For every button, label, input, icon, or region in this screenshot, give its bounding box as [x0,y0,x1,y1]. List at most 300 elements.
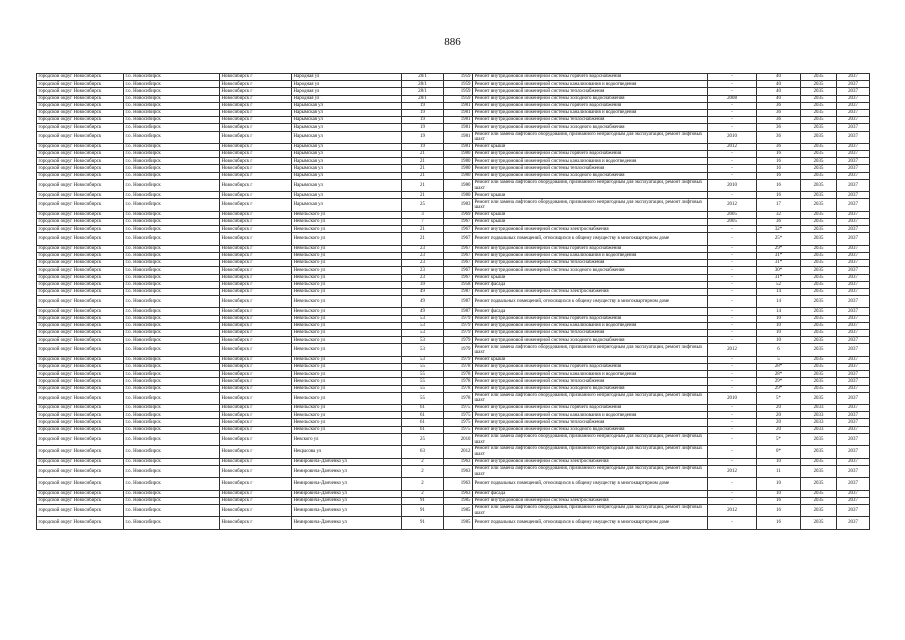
last-repair-cell: - [708,458,757,465]
work-type-cell: Ремонт внутридомовой инженерной системы канализования и водоотведения [473,81,708,88]
table-row [37,199,870,211]
wear-percent-cell: 16 [757,517,801,529]
plan-start-cell: 2035 [801,296,837,308]
plan-end-cell: 2037 [837,151,870,158]
year-built-cell: 1979 [444,322,473,329]
year-built-cell: 1985 [444,517,473,529]
year-built-cell: 1979 [444,344,473,356]
work-type-cell: Ремонт крыши [473,211,708,218]
table-row [37,344,870,356]
table-row [37,288,870,295]
plan-end-cell: 2037 [837,344,870,356]
table-row [37,131,870,143]
plan-start-cell: 2035 [801,288,837,295]
plan-end-cell: 2037 [837,233,870,245]
municipality-cell: городской округ Новосибирск [37,497,124,504]
plan-end-cell: 2037 [837,419,870,426]
municipality-cell: городской округ Новосибирск [37,315,124,322]
municipality-cell: городской округ Новосибирск [37,478,124,490]
district-cell: г.о. Новосибирск [124,179,220,191]
street-cell: Нарымская ул [292,124,402,131]
municipality-cell: городской округ Новосибирск [37,504,124,516]
last-repair-cell: - [708,363,757,370]
plan-end-cell: 2037 [837,267,870,274]
district-cell: г.о. Новосибирск [124,88,220,95]
work-type-cell: Ремонт крыши [473,274,708,281]
street-cell: Немировича-Данченко ул [292,458,402,465]
plan-start-cell: 2035 [801,211,837,218]
plan-end-cell: 2037 [837,426,870,433]
plan-start-cell: 2035 [801,124,837,131]
wear-percent-cell: 36 [757,124,801,131]
municipality-cell: городской округ Новосибирск [37,165,124,172]
house-cell: 28/1 [402,74,444,81]
plan-end-cell: 2037 [837,378,870,385]
last-repair-cell: - [708,478,757,490]
district-cell: г.о. Новосибирск [124,199,220,211]
city-cell: Новосибирск г [220,322,292,329]
year-built-cell: 1981 [444,102,473,109]
house-cell: 61 [402,419,444,426]
plan-end-cell: 2037 [837,337,870,344]
street-cell: Нарымская ул [292,131,402,143]
district-cell: г.о. Новосибирск [124,497,220,504]
municipality-cell: городской округ Новосибирск [37,378,124,385]
street-cell: Невельского ул [292,274,402,281]
last-repair-cell: - [708,165,757,172]
municipality-cell: городской округ Новосибирск [37,337,124,344]
year-built-cell: 1967 [444,245,473,252]
table-row [37,371,870,378]
table-row [37,267,870,274]
street-cell: Невельского ул [292,288,402,295]
plan-start-cell: 2035 [801,392,837,404]
last-repair-cell: - [708,419,757,426]
district-cell: г.о. Новосибирск [124,446,220,458]
table-row [37,337,870,344]
plan-end-cell: 2037 [837,260,870,267]
work-type-cell: Ремонт внутридомовой инженерной системы горячего водоснабжения [473,363,708,370]
work-type-cell: Ремонт внутридомовой инженерной системы канализования и водоотведения [473,252,708,259]
house-cell: 19 [402,117,444,124]
year-built-cell: 1987 [444,288,473,295]
house-cell: 49 [402,308,444,315]
year-built-cell: 1975 [444,405,473,412]
table-row [37,356,870,363]
plan-start-cell: 2035 [801,102,837,109]
municipality-cell: городской округ Новосибирск [37,412,124,419]
street-cell: Народная ул [292,81,402,88]
city-cell: Новосибирск г [220,245,292,252]
district-cell: г.о. Новосибирск [124,74,220,81]
city-cell: Новосибирск г [220,458,292,465]
plan-end-cell: 2037 [837,322,870,329]
house-cell: 28/1 [402,88,444,95]
last-repair-cell: - [708,296,757,308]
work-type-cell: Ремонт или замена лифтового оборудования, признанного непригодным для эксплуатации, ремонт лифтовых шахт [473,465,708,477]
house-cell: 55 [402,363,444,370]
house-cell: 23 [402,274,444,281]
table-row [37,88,870,95]
house-cell: 23 [402,252,444,259]
street-cell: Невельского ул [292,308,402,315]
work-type-cell: Ремонт внутридомовой инженерной системы горячего водоснабжения [473,102,708,109]
year-built-cell: 1963 [444,490,473,497]
plan-end-cell: 2037 [837,371,870,378]
work-type-cell: Ремонт внутридомовой инженерной системы теплоснабжения [473,330,708,337]
plan-end-cell: 2037 [837,199,870,211]
street-cell: Невельского ул [292,211,402,218]
house-cell: 28/1 [402,95,444,102]
municipality-cell: городской округ Новосибирск [37,252,124,259]
city-cell: Новосибирск г [220,296,292,308]
year-built-cell: 1980 [444,172,473,179]
city-cell: Новосибирск г [220,172,292,179]
wear-percent-cell: 10 [757,330,801,337]
wear-percent-cell: 29* [757,385,801,392]
municipality-cell: городской округ Новосибирск [37,405,124,412]
street-cell: Немировича-Данченко ул [292,497,402,504]
municipality-cell: городской округ Новосибирск [37,151,124,158]
street-cell: Нарымская ул [292,117,402,124]
wear-percent-cell: 10 [757,478,801,490]
year-built-cell: 1959 [444,95,473,102]
municipality-cell: городской округ Новосибирск [37,74,124,81]
table-row [37,218,870,225]
work-type-cell: Ремонт подвальных помещений, относящихся к общему имуществу в многоквартирном доме [473,478,708,490]
municipality-cell: городской округ Новосибирск [37,260,124,267]
municipality-cell: городской округ Новосибирск [37,296,124,308]
city-cell: Новосибирск г [220,102,292,109]
city-cell: Новосибирск г [220,95,292,102]
plan-end-cell: 2037 [837,172,870,179]
plan-end-cell: 2037 [837,446,870,458]
plan-end-cell: 2037 [837,252,870,259]
work-type-cell: Ремонт внутридомовой инженерной системы канализования и водоотведения [473,371,708,378]
last-repair-cell: 2005 [708,218,757,225]
work-type-cell: Ремонт внутридомовой инженерной системы холодного водоснабжения [473,385,708,392]
city-cell: Новосибирск г [220,267,292,274]
last-repair-cell: - [708,81,757,88]
city-cell: Новосибирск г [220,165,292,172]
last-repair-cell: - [708,308,757,315]
table-row [37,233,870,245]
district-cell: г.о. Новосибирск [124,330,220,337]
table-row [37,143,870,150]
wear-percent-cell: 52 [757,281,801,288]
house-cell: 21 [402,158,444,165]
house-cell: 39 [402,281,444,288]
city-cell: Новосибирск г [220,344,292,356]
city-cell: Новосибирск г [220,504,292,516]
municipality-cell: городской округ Новосибирск [37,433,124,445]
plan-start-cell: 2033 [801,405,837,412]
year-built-cell: 1981 [444,117,473,124]
street-cell: Невельского ул [292,405,402,412]
house-cell: 23 [402,245,444,252]
plan-end-cell: 2037 [837,517,870,529]
plan-end-cell: 2037 [837,192,870,199]
city-cell: Новосибирск г [220,124,292,131]
plan-start-cell: 2035 [801,363,837,370]
year-built-cell: 1980 [444,151,473,158]
last-repair-cell: - [708,490,757,497]
plan-end-cell: 2037 [837,281,870,288]
wear-percent-cell: 40 [757,95,801,102]
plan-end-cell: 2037 [837,165,870,172]
wear-percent-cell: 16 [757,497,801,504]
table-row [37,81,870,88]
city-cell: Новосибирск г [220,288,292,295]
plan-end-cell: 2037 [837,330,870,337]
city-cell: Новосибирск г [220,109,292,116]
work-type-cell: Ремонт внутридомовой инженерной системы электроснабжения [473,458,708,465]
municipality-cell: городской округ Новосибирск [37,102,124,109]
house-cell: 2 [402,465,444,477]
city-cell: Новосибирск г [220,260,292,267]
district-cell: г.о. Новосибирск [124,385,220,392]
municipality-cell: городской округ Новосибирск [37,419,124,426]
plan-end-cell: 2037 [837,74,870,81]
district-cell: г.о. Новосибирск [124,252,220,259]
work-type-cell: Ремонт внутридомовой инженерной системы теплоснабжения [473,88,708,95]
table-row [37,74,870,81]
city-cell: Новосибирск г [220,371,292,378]
district-cell: г.о. Новосибирск [124,95,220,102]
last-repair-cell: - [708,433,757,445]
wear-percent-cell: 29* [757,378,801,385]
house-cell: 91 [402,497,444,504]
district-cell: г.о. Новосибирск [124,165,220,172]
house-cell: 21 [402,151,444,158]
wear-percent-cell: 40 [757,74,801,81]
plan-end-cell: 2037 [837,356,870,363]
plan-end-cell: 2037 [837,433,870,445]
table-row [37,322,870,329]
wear-percent-cell: 31* [757,252,801,259]
wear-percent-cell: 20 [757,405,801,412]
plan-end-cell: 2037 [837,158,870,165]
work-type-cell: Ремонт подвальных помещений, относящихся к общему имуществу в многоквартирном доме [473,517,708,529]
plan-end-cell: 2037 [837,363,870,370]
last-repair-cell: - [708,88,757,95]
street-cell: Невельского ул [292,281,402,288]
district-cell: г.о. Новосибирск [124,233,220,245]
house-cell: 21 [402,172,444,179]
table-row [37,158,870,165]
wear-percent-cell: 16 [757,504,801,516]
district-cell: г.о. Новосибирск [124,517,220,529]
table-row [37,192,870,199]
last-repair-cell: 2005 [708,211,757,218]
plan-end-cell: 2037 [837,296,870,308]
plan-start-cell: 2035 [801,131,837,143]
work-type-cell: Ремонт или замена лифтового оборудования, признанного непригодным для эксплуатации, ремонт лифтовых шахт [473,344,708,356]
street-cell: Народная ул [292,88,402,95]
wear-percent-cell: 10 [757,315,801,322]
house-cell: 19 [402,124,444,131]
year-built-cell: 1963 [444,478,473,490]
last-repair-cell: - [708,158,757,165]
house-cell: 23 [402,267,444,274]
street-cell: Невельского ул [292,226,402,233]
city-cell: Новосибирск г [220,81,292,88]
district-cell: г.о. Новосибирск [124,192,220,199]
table-row [37,211,870,218]
year-built-cell: 1978 [444,385,473,392]
wear-percent-cell: 5* [757,392,801,404]
district-cell: г.о. Новосибирск [124,267,220,274]
house-cell: 53 [402,330,444,337]
table-row [37,296,870,308]
plan-start-cell: 2035 [801,226,837,233]
district-cell: г.о. Новосибирск [124,458,220,465]
work-type-cell: Ремонт внутридомовой инженерной системы электроснабжения [473,497,708,504]
district-cell: г.о. Новосибирск [124,124,220,131]
work-type-cell: Ремонт внутридомовой инженерной системы теплоснабжения [473,260,708,267]
year-built-cell: 1967 [444,260,473,267]
year-built-cell: 1967 [444,233,473,245]
work-type-cell: Ремонт или замена лифтового оборудования, признанного непригодным для эксплуатации, ремонт лифтовых шахт [473,131,708,143]
city-cell: Новосибирск г [220,378,292,385]
street-cell: Нарымская ул [292,199,402,211]
plan-end-cell: 2037 [837,226,870,233]
plan-start-cell: 2035 [801,245,837,252]
table-row [37,385,870,392]
house-cell: 55 [402,392,444,404]
city-cell: Новосибирск г [220,131,292,143]
wear-percent-cell: 36 [757,102,801,109]
street-cell: Немировича-Данченко ул [292,517,402,529]
city-cell: Новосибирск г [220,211,292,218]
last-repair-cell: - [708,124,757,131]
last-repair-cell: 2010 [708,131,757,143]
plan-end-cell: 2037 [837,315,870,322]
municipality-cell: городской округ Новосибирск [37,81,124,88]
plan-start-cell: 2035 [801,95,837,102]
wear-percent-cell: 14 [757,288,801,295]
year-built-cell: 1967 [444,226,473,233]
last-repair-cell: - [708,371,757,378]
wear-percent-cell: 36 [757,117,801,124]
city-cell: Новосибирск г [220,497,292,504]
year-built-cell: 1981 [444,143,473,150]
year-built-cell: 1978 [444,371,473,378]
last-repair-cell: - [708,151,757,158]
district-cell: г.о. Новосибирск [124,102,220,109]
table-row [37,419,870,426]
municipality-cell: городской округ Новосибирск [37,344,124,356]
municipality-cell: городской округ Новосибирск [37,179,124,191]
wear-percent-cell: 28* [757,371,801,378]
table-row [37,446,870,458]
district-cell: г.о. Новосибирск [124,158,220,165]
plan-end-cell: 2037 [837,179,870,191]
plan-end-cell: 2037 [837,288,870,295]
work-type-cell: Ремонт внутридомовой инженерной системы холодного водоснабжения [473,124,708,131]
street-cell: Нарымская ул [292,158,402,165]
work-type-cell: Ремонт внутридомовой инженерной системы канализования и водоотведения [473,158,708,165]
wear-percent-cell: 40 [757,81,801,88]
work-type-cell: Ремонт или замена лифтового оборудования, признанного непригодным для эксплуатации, ремонт лифтовых шахт [473,392,708,404]
plan-end-cell: 2037 [837,124,870,131]
city-cell: Новосибирск г [220,158,292,165]
house-cell: 23 [402,260,444,267]
last-repair-cell: 2008 [708,95,757,102]
plan-start-cell: 2035 [801,517,837,529]
district-cell: г.о. Новосибирск [124,296,220,308]
house-cell: 91 [402,504,444,516]
work-type-cell: Ремонт фасада [473,490,708,497]
street-cell: Невельского ул [292,296,402,308]
district-cell: г.о. Новосибирск [124,478,220,490]
house-cell: 28/1 [402,81,444,88]
city-cell: Новосибирск г [220,419,292,426]
wear-percent-cell: 32* [757,226,801,233]
municipality-cell: городской округ Новосибирск [37,274,124,281]
last-repair-cell: 2012 [708,143,757,150]
work-type-cell: Ремонт или замена лифтового оборудования, признанного непригодным для эксплуатации, ремонт лифтовых шахт [473,504,708,516]
municipality-cell: городской округ Новосибирск [37,517,124,529]
last-repair-cell: - [708,172,757,179]
table-row [37,179,870,191]
district-cell: г.о. Новосибирск [124,433,220,445]
wear-percent-cell: 36 [757,218,801,225]
street-cell: Невельского ул [292,392,402,404]
municipality-cell: городской округ Новосибирск [37,218,124,225]
city-cell: Новосибирск г [220,281,292,288]
year-built-cell: 1981 [444,131,473,143]
repair-schedule-table [36,73,870,530]
street-cell: Невельского ул [292,344,402,356]
wear-percent-cell: 20 [757,419,801,426]
plan-end-cell: 2037 [837,392,870,404]
city-cell: Новосибирск г [220,233,292,245]
street-cell: Невельского ул [292,419,402,426]
district-cell: г.о. Новосибирск [124,226,220,233]
year-built-cell: 1963 [444,465,473,477]
work-type-cell: Ремонт или замена лифтового оборудования, признанного непригодным для эксплуатации, ремонт лифтовых шахт [473,433,708,445]
table-row [37,497,870,504]
last-repair-cell: - [708,267,757,274]
city-cell: Новосибирск г [220,478,292,490]
plan-end-cell: 2037 [837,117,870,124]
district-cell: г.о. Новосибирск [124,151,220,158]
last-repair-cell: - [708,517,757,529]
last-repair-cell: - [708,245,757,252]
last-repair-cell: - [708,356,757,363]
plan-start-cell: 2033 [801,412,837,419]
street-cell: Нарымская ул [292,192,402,199]
year-built-cell: 1959 [444,81,473,88]
plan-end-cell: 2037 [837,412,870,419]
street-cell: Нарымская ул [292,102,402,109]
municipality-cell: городской округ Новосибирск [37,288,124,295]
district-cell: г.о. Новосибирск [124,274,220,281]
year-built-cell: 1967 [444,267,473,274]
wear-percent-cell: 36 [757,143,801,150]
work-type-cell: Ремонт внутридомовой инженерной системы канализования и водоотведения [473,412,708,419]
last-repair-cell: 2012 [708,465,757,477]
work-type-cell: Ремонт внутридомовой инженерной системы горячего водоснабжения [473,315,708,322]
last-repair-cell: - [708,233,757,245]
street-cell: Нарымская ул [292,109,402,116]
table-row [37,378,870,385]
plan-start-cell: 2035 [801,109,837,116]
municipality-cell: городской округ Новосибирск [37,245,124,252]
district-cell: г.о. Новосибирск [124,131,220,143]
plan-start-cell: 2035 [801,233,837,245]
